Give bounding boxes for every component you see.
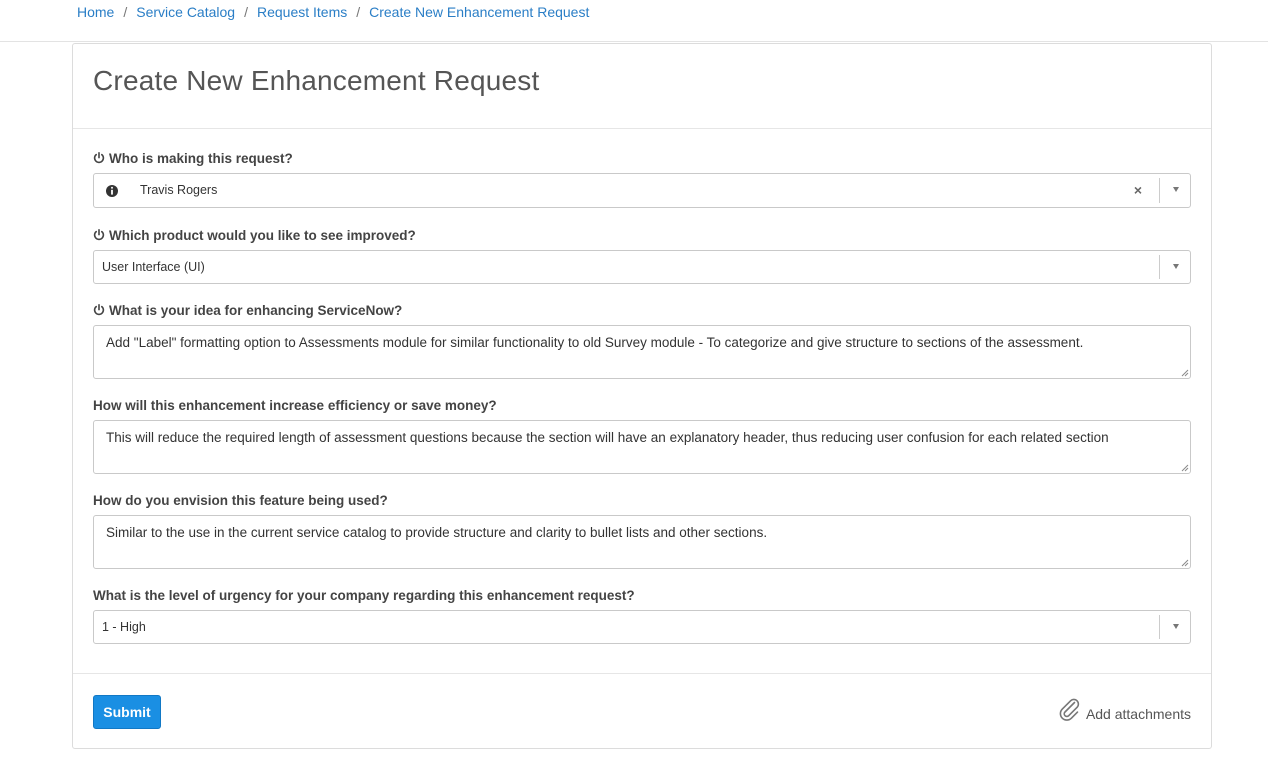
question-label xyxy=(93,491,1191,509)
resize-grip-icon[interactable] xyxy=(1181,464,1189,472)
card-footer xyxy=(73,673,1211,748)
breadcrumb-home[interactable]: Home xyxy=(77,4,115,20)
power-icon xyxy=(93,304,105,316)
question-label xyxy=(93,586,1191,604)
efficiency-label: How will this enhancement increase efficiency or save money? xyxy=(93,397,497,413)
question-idea xyxy=(93,301,1191,379)
question-label xyxy=(93,301,1191,319)
product-value: User Interface (UI) xyxy=(102,260,205,274)
submit-button[interactable]: Submit xyxy=(93,695,161,729)
question-urgency xyxy=(93,586,1191,644)
breadcrumb-request-items[interactable]: Request Items xyxy=(256,4,348,20)
resize-grip-icon[interactable] xyxy=(1181,559,1189,567)
breadcrumb-separator: / xyxy=(244,4,248,20)
power-icon xyxy=(93,229,105,241)
field-divider xyxy=(1159,615,1160,639)
urgency-select[interactable] xyxy=(93,610,1191,644)
field-divider xyxy=(1159,178,1160,203)
idea-label: What is your idea for enhancing ServiceNow? xyxy=(109,302,403,318)
card-header xyxy=(73,44,1211,129)
chevron-down-icon[interactable] xyxy=(1173,624,1179,629)
breadcrumb-separator: / xyxy=(123,4,128,20)
efficiency-textarea[interactable] xyxy=(93,420,1191,474)
product-label: Which product would you like to see improved? xyxy=(109,227,416,243)
chevron-down-icon[interactable] xyxy=(1173,264,1179,269)
clear-icon[interactable]: × xyxy=(1133,182,1142,198)
breadcrumb-service-catalog[interactable]: Service Catalog xyxy=(136,4,236,20)
top-bar xyxy=(0,0,1268,42)
question-label xyxy=(93,226,1191,244)
chevron-down-icon[interactable] xyxy=(1173,187,1179,192)
breadcrumb-current-page[interactable]: Create New Enhancement Request xyxy=(369,4,590,20)
form-body xyxy=(73,129,1211,644)
idea-textarea[interactable] xyxy=(93,325,1191,379)
breadcrumb xyxy=(77,4,589,20)
breadcrumb-separator: / xyxy=(356,4,361,20)
question-requester xyxy=(93,149,1191,208)
urgency-value: 1 - High xyxy=(102,620,146,634)
info-icon[interactable] xyxy=(105,184,119,198)
question-efficiency xyxy=(93,396,1191,474)
add-attachments-label[interactable]: Add attachments xyxy=(1085,706,1191,722)
requester-label: Who is making this request? xyxy=(109,150,293,166)
power-icon xyxy=(93,152,105,164)
idea-value: Add "Label" formatting option to Assessments module for similar functionality to old Survey module - To categorize and give structure to sections of the assessment. xyxy=(106,335,1084,350)
usage-label: How do you envision this feature being used? xyxy=(93,492,388,508)
paperclip-icon[interactable] xyxy=(1057,696,1083,722)
product-select[interactable] xyxy=(93,250,1191,284)
page-title: Create New Enhancement Request xyxy=(93,65,540,96)
requester-field[interactable] xyxy=(93,173,1191,208)
add-attachments-link[interactable] xyxy=(1057,696,1191,722)
field-divider xyxy=(1159,255,1160,279)
resize-grip-icon[interactable] xyxy=(1181,369,1189,377)
question-label xyxy=(93,396,1191,414)
requester-value: Travis Rogers xyxy=(140,183,218,197)
question-label xyxy=(93,149,1191,167)
usage-value: Similar to the use in the current service catalog to provide structure and clarity to bullet lists and other sections. xyxy=(106,525,768,540)
request-form-card xyxy=(72,43,1212,749)
usage-textarea[interactable] xyxy=(93,515,1191,569)
urgency-label: What is the level of urgency for your company regarding this enhancement request? xyxy=(93,587,635,603)
question-product xyxy=(93,226,1191,284)
question-usage xyxy=(93,491,1191,569)
efficiency-value: This will reduce the required length of assessment questions because the section will have an explanatory header, thus reducing user confusion for each related section xyxy=(106,430,1109,445)
